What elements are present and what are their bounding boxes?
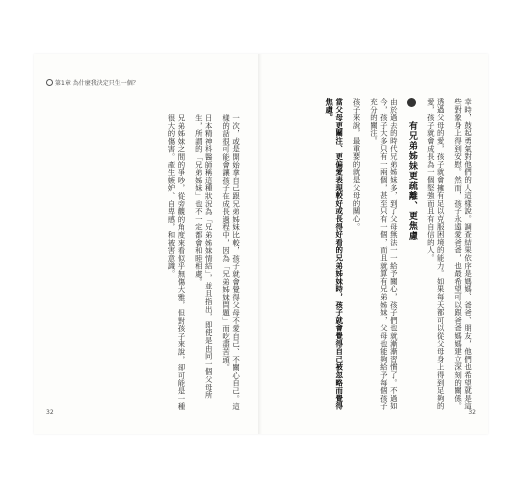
emphasis-paragraph: 當父母更關注、更偏愛表現較好或長得好看的兄弟姊妹時，孩子就會覺得自己被忽略而覺得焦慮。	[324, 98, 344, 410]
page-number: 32	[468, 409, 476, 416]
book-spread	[34, 54, 488, 434]
chapter-mark-icon	[46, 79, 53, 86]
page-number: 32	[46, 409, 54, 416]
section-bullet-icon	[407, 98, 416, 107]
right-page	[262, 54, 488, 434]
paragraph: 由於過去的時代兄弟姊妹多，到了父母無法一一給予關心，孩子們也就漸漸習慣了。不過如今，孩子大多只有一兩個，甚至只有一個，而且就算有兄弟姊妹，父母也能夠給予每個孩子充分的關注。	[369, 98, 399, 410]
section-title	[406, 98, 418, 414]
section-title-text: 有兄弟姊妹更疏離、更焦慮	[406, 121, 417, 241]
running-head	[46, 78, 139, 87]
running-head-text: 第1章 為什麼我決定只生一個？	[55, 80, 139, 87]
paragraph: 透過父母的愛，孩子就會擁有足以克服困境的能力。如果每天都可以從父母身上得到足夠的愛，孩子就會成長為一個堅強而且有自信的人。	[426, 98, 446, 410]
paragraph: 日本精神科醫師稱這種狀況為「兄弟姊妹情結」，並且指出，即使是由同一個父母所生，所謂的「兄弟姊妹」也不一定都會和睦相處。	[194, 114, 214, 399]
paragraph: 幸時，鼓起勇氣對他們的人這樣說。調查結果依序是媽媽、爸爸、朋友，他們也希望就是這些對象身上得到安慰。然而，孩子永遠愛爸爸，也最希望可以跟爸爸媽媽建立深刻的關係。	[453, 98, 473, 410]
left-page-body	[52, 114, 248, 414]
paragraph: 一次，或是開始拿自己跟兄弟姊妹比較，孩子就會覺得父母不愛自己、不關心自己。這樣的話很可能會讓孩子在成長過程中，因為「兄弟姊妹問題」而吃盡苦頭。	[221, 114, 241, 411]
paragraph: 孩子來說，最重要的就是父母的關心。	[352, 98, 362, 231]
paragraph: 兄弟姊妹之間的爭吵，從旁觀的角度來看似乎無傷大雅，但對孩子來說，卻可能是一種很大的傷害。產生嫉妒、自卑感，和被害意識。	[166, 114, 186, 411]
right-page-body	[270, 98, 480, 414]
left-page	[34, 54, 258, 434]
